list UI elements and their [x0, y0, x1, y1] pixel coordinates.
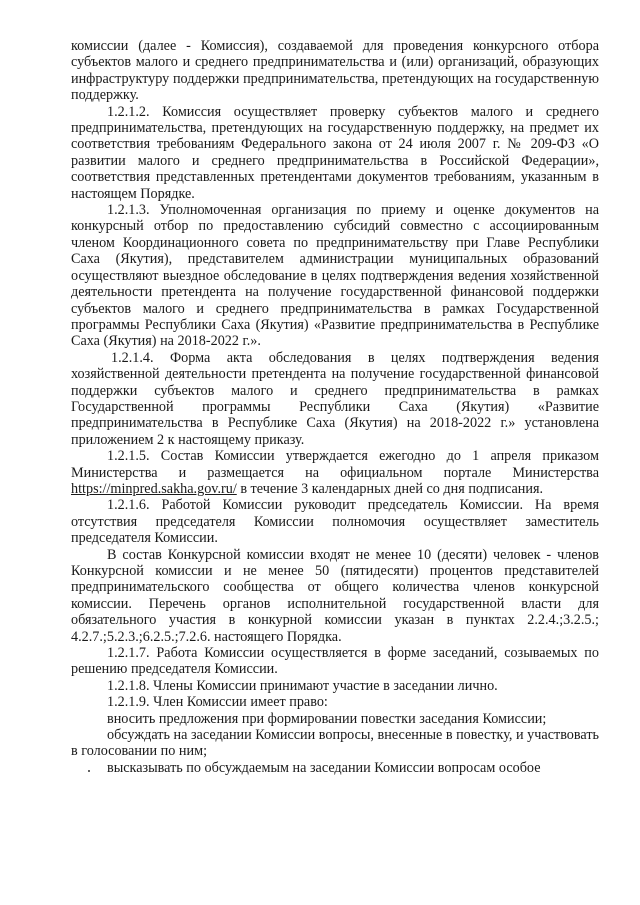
text-line: Федерации», соответствия представленных претендентами документов — [71, 152, 600, 186]
text-line: рамках Государственной программы Республики Саха (Якутия) «Развитие — [71, 382, 599, 415]
text-line: представителей предпринимательского сообщества от общего количества членов — [71, 563, 599, 596]
text-line: участвовать в голосовании по ним; — [71, 727, 600, 760]
text-line: требованиям, указанным в настоящем Порядке. — [71, 169, 599, 202]
text-line: в течение 3 календарных дней со дня подписания. — [236, 480, 544, 497]
text-line: 1.2.1.6. Работой Комиссии руководит председатель Комиссии. На время — [107, 497, 599, 514]
text-line: членом Координационного совета по предпринимательству при Главе — [71, 234, 520, 251]
text-line: 1.2.1.2. Комиссия осуществляет проверку субъектов малого и среднего — [107, 103, 599, 120]
text-line: обсуждать на заседании Комиссии вопросы, внесенные в повестку, и — [107, 727, 524, 744]
paragraph-right-propose — [71, 711, 599, 727]
text-line: В состав Конкурсной комиссии входят не менее 10 (десяти) человек - — [107, 546, 552, 563]
text-line: власти для обязательного участия в конкурной комиссии указан в пунктах — [71, 595, 599, 629]
ministry-portal-link[interactable]: https://minpred.sakha.gov.ru/ — [71, 480, 237, 497]
text-line: высказывать по обсуждаемым на заседании Комиссии вопросам особое — [107, 759, 541, 776]
paragraph-1-2-1-6 — [71, 497, 599, 546]
paragraph-1-2-1-3 — [71, 202, 599, 350]
text-line: 1.2.1.9. Член Комиссии имеет право: — [107, 694, 328, 711]
text-line: хозяйственной деятельности претендента на получение государственной — [71, 366, 521, 383]
text-line: предпринимательства в Республике Саха (Якутия) на 2018-2022 г.». — [71, 316, 599, 350]
text-line: ведения хозяйственной деятельности претендента на получение государственной — [71, 267, 599, 301]
paragraph-right-discuss — [71, 727, 599, 760]
paragraph-right-express — [71, 760, 599, 776]
scan-speck — [88, 770, 90, 772]
text-line: вносить предложения при формировании повестки заседания Комиссии; — [107, 710, 547, 727]
text-line: финансовой поддержки субъектов малого и среднего предпринимательства в — [71, 284, 599, 317]
text-line: конкурсный отбор по предоставлению субсидий совместно с ассоциированным — [71, 218, 599, 235]
text-line: № 209-ФЗ «О развитии малого и среднего предпринимательства в Российской — [71, 136, 599, 169]
text-line: 1.2.1.4. Форма акта обследования в целях подтверждения ведения — [111, 349, 599, 366]
text-line: 1.2.1.3. Уполномоченная организация по приему и оценке документов на — [107, 202, 599, 219]
text-line: конкурсной комиссии. Перечень органов исполнительной государственной — [71, 579, 599, 612]
paragraph-commission-composition — [71, 547, 599, 645]
text-line: членов Конкурсной комиссии и не менее 50 (пятидесяти) процентов — [71, 546, 599, 579]
document-page — [71, 38, 599, 776]
text-line: субъектов малого и среднего предпринимательства и (или) организаций, — [71, 54, 518, 71]
text-line: отсутствия председателя Комиссии полномочия осуществляет заместитель — [71, 513, 599, 530]
text-line: Республики Саха (Якутия), представителем администрации муниципальных — [71, 234, 600, 268]
paragraph-1-2-1-5 — [71, 448, 599, 497]
text-line: 1.2.1.7. Работа Комиссии осуществляется в форме заседаний, созываемых по — [107, 645, 599, 662]
text-line: предпринимательства, претендующих на государственную поддержку, на — [71, 120, 525, 137]
paragraph-1-2-1-2 — [71, 104, 599, 202]
text-line: рамках Государственной программы Республики Саха (Якутия) «Развитие — [71, 300, 600, 333]
paragraph-intro — [71, 38, 599, 104]
text-line: образований осуществляют выездное обследование в целях подтверждения — [71, 251, 599, 284]
text-line: 2.2.4.;3.2.5.; 4.2.7.;5.2.3.;6.2.5.;7.2.6. настоящего Порядка. — [71, 612, 599, 645]
text-line: Министерства и размещается на официальном портале Министерства — [71, 464, 599, 481]
text-line: предмет их соответствия требованиям Федерального закона от 24 июля 2007 г. — [71, 120, 599, 153]
paragraph-1-2-1-9 — [71, 694, 599, 710]
text-line: комиссии (далее - Комиссия), создаваемой для проведения конкурсного отбора — [71, 38, 599, 54]
paragraph-1-2-1-8 — [71, 678, 599, 694]
text-line: председателя Комиссии. — [71, 530, 218, 547]
text-line: 1.2.1.8. Члены Комиссии принимают участие в заседании лично. — [107, 677, 498, 694]
text-line: приложением 2 к настоящему приказу. — [71, 431, 305, 448]
text-line: на государственную поддержку. — [71, 70, 599, 104]
paragraph-1-2-1-4 — [71, 350, 599, 448]
text-line: финансовой поддержки субъектов малого и среднего предпринимательства в — [71, 366, 600, 399]
text-line: предпринимательства в Республике Саха (Якутия) на 2018-2022 г.» установлена — [71, 415, 599, 432]
text-line: образующих инфраструктуру поддержки предпринимательства, претендующих — [71, 54, 599, 87]
paragraph-1-2-1-7 — [71, 645, 599, 678]
text-line: 1.2.1.5. Состав Комиссии утверждается ежегодно до 1 апреля приказом — [107, 448, 599, 465]
text-line: решению председателя Комиссии. — [71, 661, 278, 678]
